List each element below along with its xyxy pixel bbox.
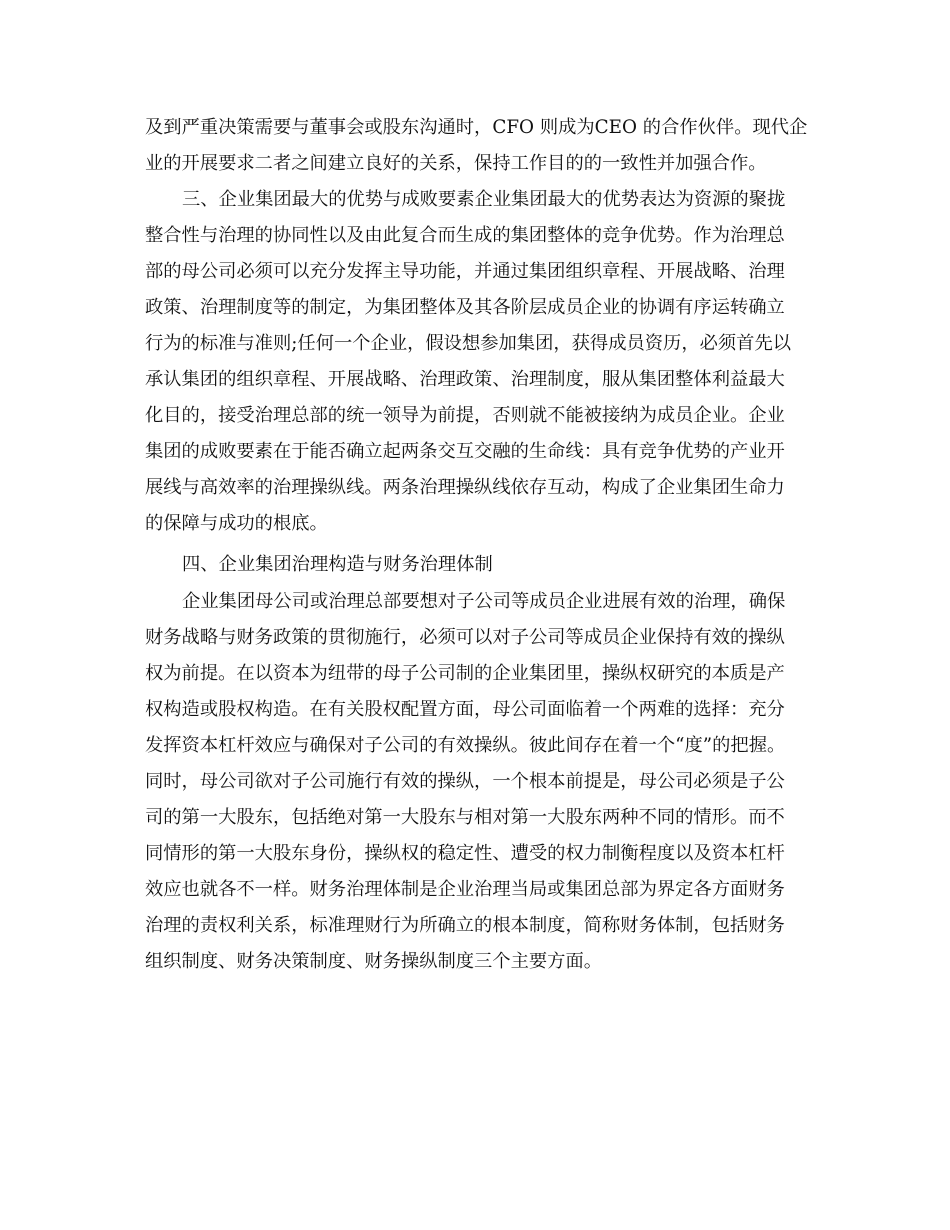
text-line: 企业集团母公司或治理总部要想对子公司等成员企业进展有效的治理，确保 [182, 591, 786, 612]
text-line: 权为前提。在以资本为纽带的母子公司制的企业集团里，操纵权研究的本质是产 [145, 663, 785, 684]
text-line: 权构造或股权构造。在有关股权配置方面，母公司面临着一个两难的选择：充分 [145, 699, 785, 720]
text-line: 集团的成败要素在于能否确立起两条交互交融的生命线：具有竞争优势的产业开 [145, 441, 785, 462]
text-line: 化目的，接受治理总部的统一领导为前提，否则就不能被接纳为成员企业。企业 [145, 405, 785, 426]
text-line: 部的母公司必须可以充分发挥主导功能，并通过集团组织章程、开展战略、治理 [145, 261, 785, 282]
text-line: 发挥资本杠杆效应与确保对子公司的有效操纵。彼此间存在着一个“度”的把握。 [145, 735, 786, 756]
text-line: 承认集团的组织章程、开展战略、治理政策、治理制度，服从集团整体利益最大 [145, 369, 785, 390]
text-line: 同情形的第一大股东身份，操纵权的稳定性、遭受的权力制衡程度以及资本杠杆 [145, 843, 785, 864]
text-line: 的保障与成功的根底。 [145, 513, 328, 534]
section-heading: 三、企业集团最大的优势与成败要素企业集团最大的优势表达为资源的聚拢 [182, 189, 786, 210]
text-line: 政策、治理制度等的制定，为集团整体及其各阶层成员企业的协调有序运转确立 [145, 297, 785, 318]
text-line: 同时，母公司欲对子公司施行有效的操纵，一个根本前提是，母公司必须是子公 [145, 771, 785, 792]
section-heading: 四、企业集团治理构造与财务治理体制 [182, 554, 493, 575]
text-line: 展线与高效率的治理操纵线。两条治理操纵线依存互动，构成了企业集团生命力 [145, 477, 785, 498]
text-line: 效应也就各不一样。财务治理体制是企业治理当局或集团总部为界定各方面财务 [145, 879, 785, 900]
text-line: 组织制度、财务决策制度、财务操纵制度三个主要方面。 [145, 951, 603, 972]
text-line: 行为的标准与准则;任何一个企业，假设想参加集团，获得成员资历，必须首先以 [145, 333, 792, 354]
text-line: 治理的责权利关系，标准理财行为所确立的根本制度，简称财务体制，包括财务 [145, 915, 785, 936]
text-line: 及到严重决策需要与董事会或股东沟通时，CFO 则成为CEO 的合作伙伴。现代企 [145, 117, 808, 138]
text-line: 业的开展要求二者之间建立良好的关系，保持工作目的的一致性并加强合作。 [145, 153, 767, 174]
text-line: 整合性与治理的协同性以及由此复合而生成的集团整体的竞争优势。作为治理总 [145, 225, 785, 246]
text-line: 司的第一大股东，包括绝对第一大股东与相对第一大股东两种不同的情形。而不 [145, 807, 785, 828]
text-line: 财务战略与财务政策的贯彻施行，必须可以对子公司等成员企业保持有效的操纵 [145, 627, 785, 648]
